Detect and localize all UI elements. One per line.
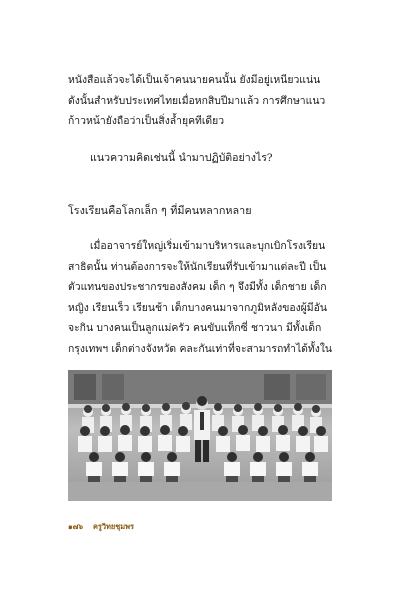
paragraph-line: เมื่ออาจารย์ใหญ่เริ่มเข้ามาบริหารและบุกเบิกโรงเรียน bbox=[90, 240, 326, 252]
paragraph-line: ดังนั้นสำหรับประเทศไทยเมื่อหกสิบปีมาแล้ว การศึกษาแนว bbox=[68, 94, 326, 107]
page-number: ๑๗๖ bbox=[68, 522, 83, 531]
class-photo-image bbox=[68, 370, 332, 501]
book-title: ครูวิทยชุมพร bbox=[92, 522, 134, 531]
class-photo-icon bbox=[68, 370, 332, 501]
paragraph-line: หญิง เรียนเร็ว เรียนช้า เด็กบางคนมาจากภูมิหลังของผู้มีอัน bbox=[68, 301, 327, 314]
paragraph-line: หนังสือแล้วจะได้เป็นเจ้าคนนายคนนั้น ยังมีอยู่เหนียวแน่น bbox=[68, 74, 321, 86]
paragraph-line: จะกิน บางคนเป็นลูกแม่ครัว คนขับแท็กซี่ ชาวนา มีทั้งเด็ก bbox=[68, 322, 322, 334]
paragraph-line: กรุงเทพฯ เด็กต่างจังหวัด คละกันเท่าที่จะสามารถทำได้ทั้งใน bbox=[68, 342, 333, 355]
section-heading: โรงเรียนคือโลกเล็ก ๆ ที่มีคนหลากหลาย bbox=[68, 204, 252, 217]
paragraph-body bbox=[68, 236, 340, 359]
paragraph-line: ตัวแทนของประชากรของสังคม เด็ก ๆ จึงมีทั้ง เด็กชาย เด็ก bbox=[68, 281, 327, 293]
question-line: แนวความคิดเช่นนี้ นำมาปฏิบัติอย่างไร? bbox=[90, 152, 273, 164]
paragraph-intro bbox=[68, 70, 340, 132]
paragraph-line: สาธิตนั้น ท่านต้องการจะให้นักเรียนที่รับเข้ามาแต่ละปี เป็น bbox=[68, 260, 327, 273]
page-footer bbox=[68, 521, 134, 533]
paragraph-line: ก้าวหน้ายังถือว่าเป็นสิ่งล้ำยุคทีเดียว bbox=[68, 115, 225, 127]
